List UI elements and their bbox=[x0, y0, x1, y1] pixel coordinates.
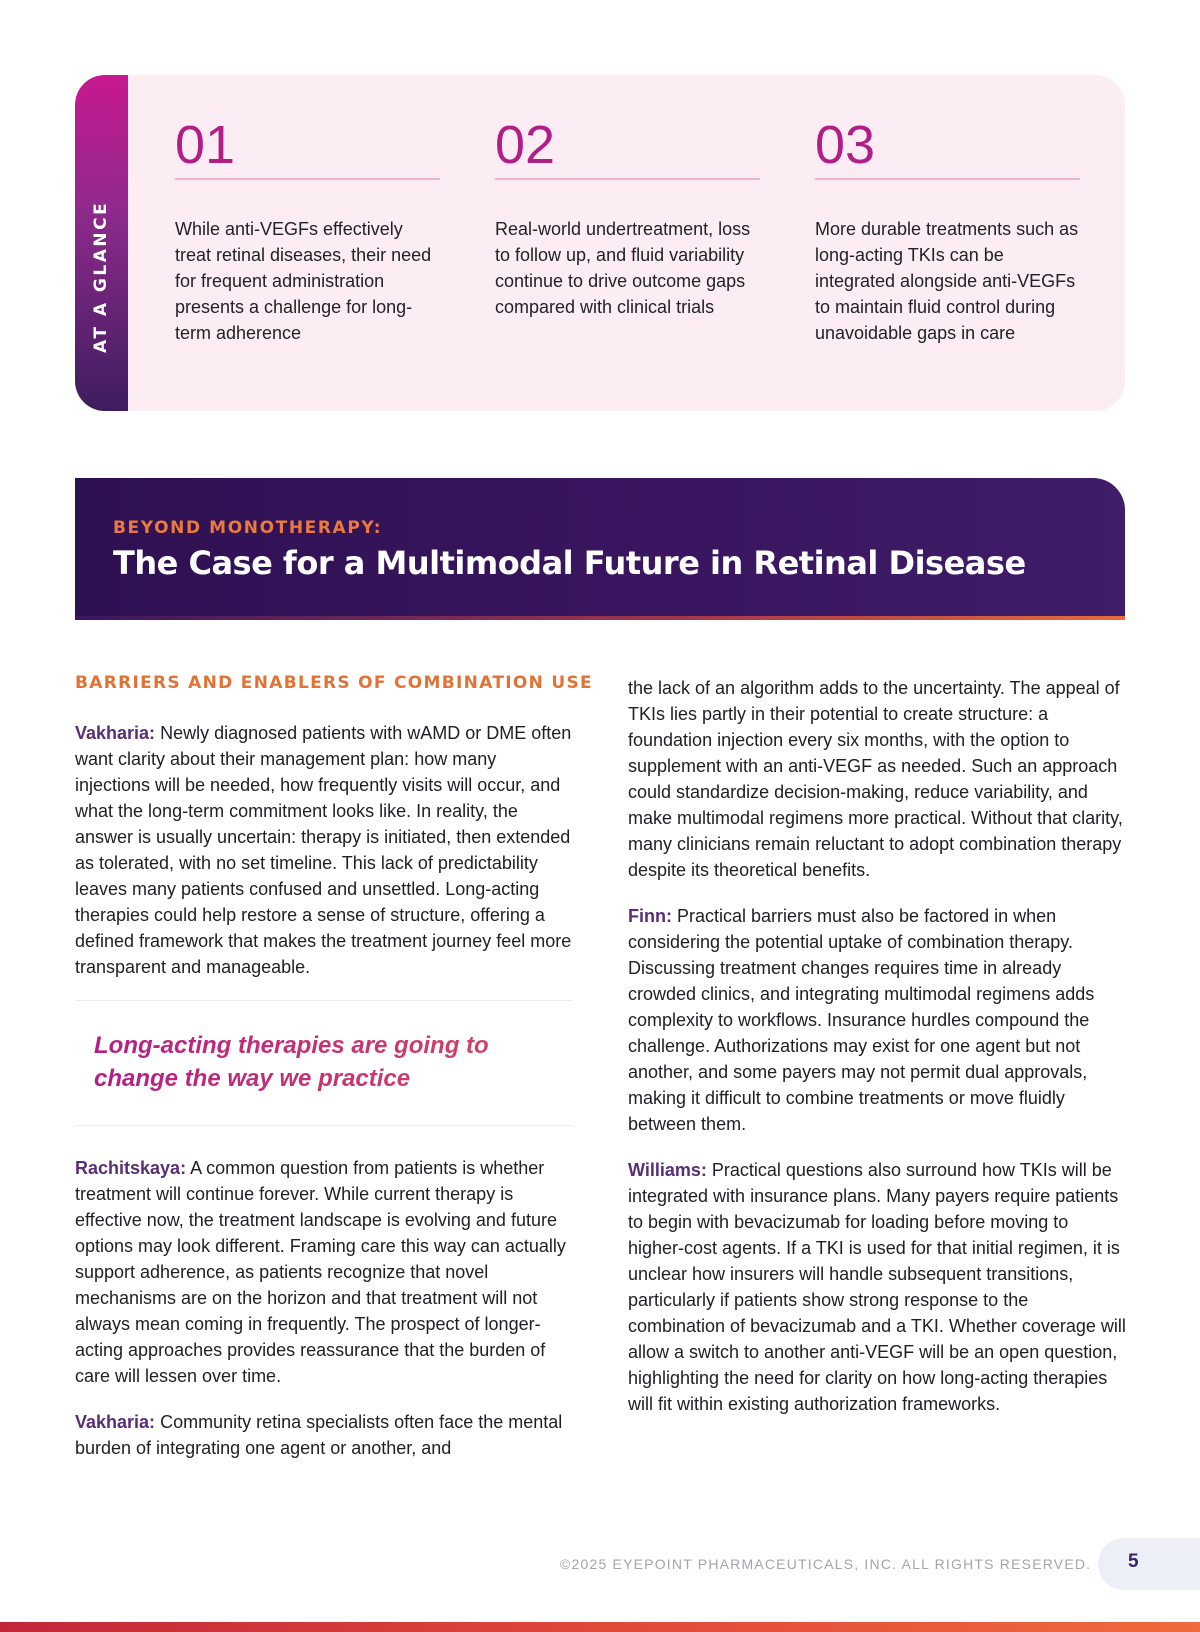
paragraph-text: Community retina specialists often face the mental burden of integrating one agent or another, and bbox=[75, 1412, 563, 1458]
pull-quote-text: Long-acting therapies are going to change the way we practice bbox=[94, 1029, 573, 1095]
speaker-name: Vakharia: bbox=[75, 723, 156, 743]
paragraph bbox=[628, 903, 1126, 1137]
subheading: BARRIERS AND ENABLERS OF COMBINATION USE bbox=[75, 673, 593, 693]
section-title: The Case for a Multimodal Future in Retinal Disease bbox=[113, 544, 1026, 582]
paragraph bbox=[628, 675, 1126, 883]
right-column bbox=[628, 675, 1126, 1437]
section-header bbox=[75, 478, 1125, 620]
at-a-glance-panel bbox=[75, 75, 1125, 411]
paragraph bbox=[75, 1155, 573, 1389]
speaker-name: Williams: bbox=[628, 1160, 707, 1180]
speaker-name: Finn: bbox=[628, 906, 672, 926]
paragraph bbox=[628, 1157, 1126, 1417]
glance-text: More durable treatments such as long-acting TKIs can be integrated alongside anti-VEGFs to maintain fluid control during unavoidable gaps in care bbox=[815, 219, 1079, 343]
copyright-notice: ©2025 EYEPOINT PHARMACEUTICALS, INC. ALL RIGHTS RESERVED. bbox=[560, 1556, 1092, 1572]
section-kicker: BEYOND MONOTHERAPY: bbox=[113, 518, 383, 538]
page-number-badge bbox=[1098, 1538, 1200, 1590]
paragraph bbox=[75, 720, 573, 980]
glance-number: 02 bbox=[495, 113, 760, 180]
glance-number: 03 bbox=[815, 113, 1080, 180]
pull-quote bbox=[75, 1000, 573, 1126]
glance-text: While anti-VEGFs effectively treat retinal diseases, their need for frequent administration presents a challenge for long-term adherence bbox=[175, 219, 432, 343]
at-a-glance-tab bbox=[75, 75, 128, 411]
glance-item-2 bbox=[495, 113, 760, 320]
paragraph bbox=[75, 1409, 573, 1461]
glance-text: Real-world undertreatment, loss to follow up, and fluid variability continue to drive outcome gaps compared with clinical trials bbox=[495, 219, 751, 317]
glance-item-3 bbox=[815, 113, 1080, 346]
glance-number: 01 bbox=[175, 113, 440, 180]
glance-item-1 bbox=[175, 113, 440, 346]
at-a-glance-label: AT A GLANCE bbox=[91, 200, 111, 353]
paragraph-text: Practical barriers must also be factored in when considering the potential uptake of combination therapy. Discussing treatment changes requires time in already crowded clinics, and integrating multimodal regimens adds complexity to workflows. Insurance hurdles compound the challenge. Authorizations may exist for one agent but not another, and some payers may not permit dual approvals, making it difficult to combine treatments or move fluidly between them. bbox=[628, 906, 1095, 1134]
paragraph-text: Newly diagnosed patients with wAMD or DME often want clarity about their management plan: how many injections will be needed, how frequently visits will occur, and what the long-term commitment looks like. In reality, the answer is usually uncertain: therapy is initiated, then extended as tolerated, with no set timeline. This lack of predictability leaves many patients confused and unsettled. Long-acting therapies could help restore a sense of structure, offering a defined framework that makes the treatment journey feel more transparent and manageable. bbox=[75, 723, 572, 977]
speaker-name: Rachitskaya: bbox=[75, 1158, 187, 1178]
paragraph-text: the lack of an algorithm adds to the uncertainty. The appeal of TKIs lies partly in their potential to create structure: a foundation injection every six months, with the option to supplement with an anti-VEGF as needed. Such an approach could standardize decision-making, reduce variability, and make multimodal regimens more practical. Without that clarity, many clinicians remain reluctant to adopt combination therapy despite its theoretical benefits. bbox=[628, 678, 1123, 880]
paragraph-text: A common question from patients is whether treatment will continue forever. While current therapy is effective now, the treatment landscape is evolving and future options may look different. Framing care this way can actually support adherence, as patients recognize that novel mechanisms are on the horizon and that treatment will not always mean coming in frequently. The prospect of longer-acting approaches provides reassurance that the burden of care will lessen over time. bbox=[75, 1158, 566, 1386]
left-column bbox=[75, 670, 593, 1481]
page-number: 5 bbox=[1128, 1551, 1139, 1572]
paragraph-text: Practical questions also surround how TKIs will be integrated with insurance plans. Many payers require patients to begin with bevacizumab for loading before moving to higher-cost agents. If a TKI is used for that initial regimen, it is unclear how insurers will handle subsequent transitions, particularly if patients show strong response to the combination of bevacizumab and a TKI. Whether coverage will allow a switch to another anti-VEGF will be an open question, highlighting the need for clarity on how long-acting therapies will fit within existing authorization frameworks. bbox=[628, 1160, 1126, 1414]
speaker-name: Vakharia: bbox=[75, 1412, 156, 1432]
bottom-accent-bar bbox=[0, 1622, 1200, 1632]
